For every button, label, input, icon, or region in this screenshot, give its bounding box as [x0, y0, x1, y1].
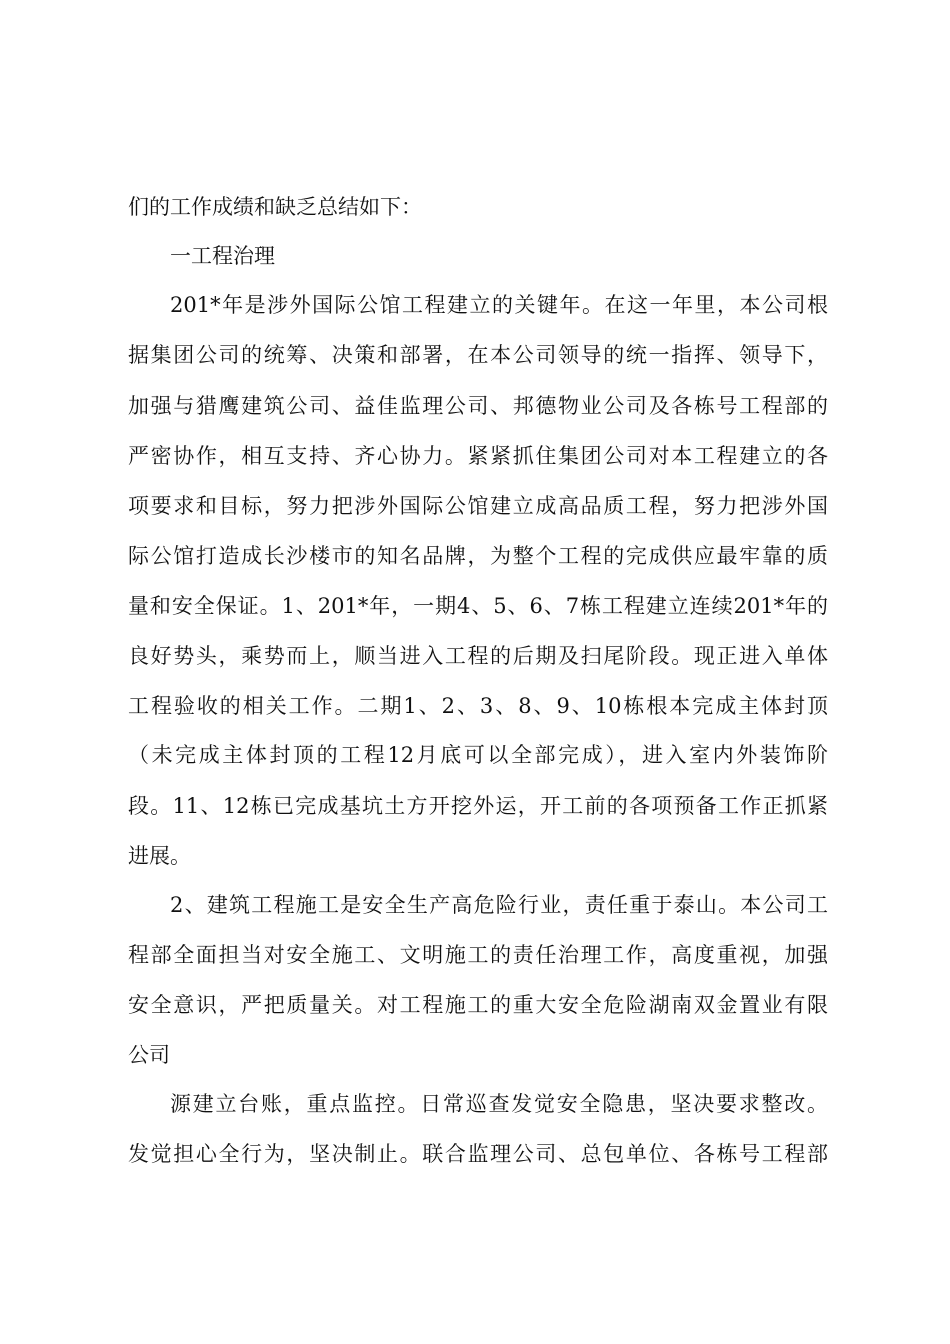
text-line: 加强与猎鹰建筑公司、益佳监理公司、邦德物业公司及各栋号工程部的: [128, 394, 828, 418]
text-line: 程部全面担当对安全施工、文明施工的责任治理工作，高度重视，加强: [128, 943, 828, 967]
text-line: 际公馆打造成长沙楼市的知名品牌，为整个工程的完成供应最牢靠的质: [128, 544, 828, 568]
section-heading: 一工程治理: [170, 244, 275, 268]
text-line: 公司: [128, 1043, 170, 1067]
text-line: 发觉担心全行为，坚决制止。联合监理公司、总包单位、各栋号工程部: [128, 1142, 828, 1166]
text-line: 201*年是涉外国际公馆工程建立的关键年。在这一年里，本公司根: [170, 293, 828, 317]
text-line: 项要求和目标，努力把涉外国际公馆建立成高品质工程，努力把涉外国: [128, 494, 828, 518]
text-line: 段。11、12栋已完成基坑土方开挖外运，开工前的各项预备工作正抓紧: [128, 794, 828, 818]
text-line: 安全意识，严把质量关。对工程施工的重大安全危险湖南双金置业有限: [128, 993, 828, 1017]
text-line: 们的工作成绩和缺乏总结如下：: [128, 195, 422, 219]
text-line: 源建立台账，重点监控。日常巡查发觉安全隐患，坚决要求整改。: [170, 1092, 828, 1116]
text-line: 2、建筑工程施工是安全生产高危险行业，责任重于泰山。本公司工: [170, 893, 828, 917]
text-line: （未完成主体封顶的工程12月底可以全部完成），进入室内外装饰阶: [128, 743, 828, 767]
text-line: 据集团公司的统筹、决策和部署，在本公司领导的统一指挥、领导下，: [128, 343, 828, 367]
text-line: 进展。: [128, 844, 191, 868]
text-line: 工程验收的相关工作。二期1、2、3、8、9、10栋根本完成主体封顶: [128, 694, 828, 718]
text-line: 量和安全保证。1、201*年，一期4、5、6、7栋工程建立连续201*年的: [128, 594, 828, 618]
text-line: 严密协作，相互支持、齐心协力。紧紧抓住集团公司对本工程建立的各: [128, 444, 828, 468]
text-line: 良好势头，乘势而上，顺当进入工程的后期及扫尾阶段。现正进入单体: [128, 644, 828, 668]
